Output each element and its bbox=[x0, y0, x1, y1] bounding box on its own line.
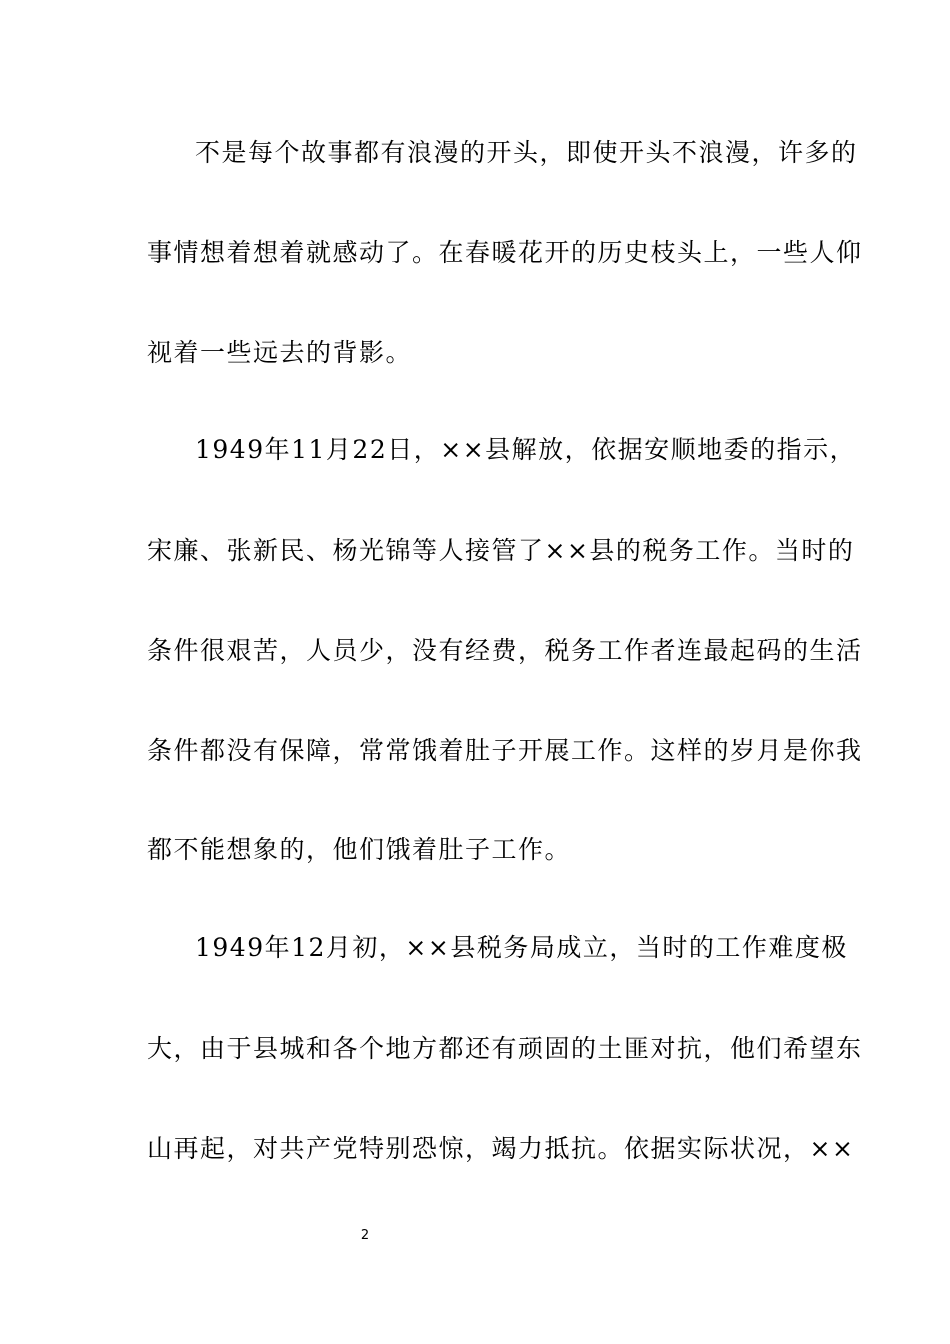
paragraph-3-line-2: 大，由于县城和各个地方都还有顽固的土匪对抗，他们希望东 bbox=[147, 1034, 863, 1063]
paragraph-1-line-2: 事情想着想着就感动了。在春暖花开的历史枝头上，一些人仰 bbox=[147, 238, 863, 267]
paragraph-2-line-4: 条件都没有保障，常常饿着肚子开展工作。这样的岁月是你我 bbox=[147, 736, 863, 765]
paragraph-2-line-3: 条件很艰苦，人员少，没有经费，税务工作者连最起码的生活 bbox=[147, 636, 863, 665]
paragraph-2-line-5: 都不能想象的，他们饿着肚子工作。 bbox=[147, 835, 572, 864]
paragraph-2-line-1: 1949年11月22日，××县解放，依据安顺地委的指示， bbox=[195, 435, 857, 464]
paragraph-1-line-3: 视着一些远去的背影。 bbox=[147, 338, 413, 367]
paragraph-1-line-1: 不是每个故事都有浪漫的开头，即使开头不浪漫，许多的 bbox=[195, 138, 858, 167]
paragraph-3-line-3: 山再起，对共产党特别恐惊，竭力抵抗。依据实际状况，×× bbox=[147, 1134, 855, 1163]
paragraph-3-line-1: 1949年12月初，××县税务局成立，当时的工作难度极 bbox=[195, 933, 848, 962]
page-number: 2 bbox=[360, 1228, 370, 1243]
paragraph-2-line-2: 宋廉、张新民、杨光锦等人接管了××县的税务工作。当时的 bbox=[147, 536, 855, 565]
